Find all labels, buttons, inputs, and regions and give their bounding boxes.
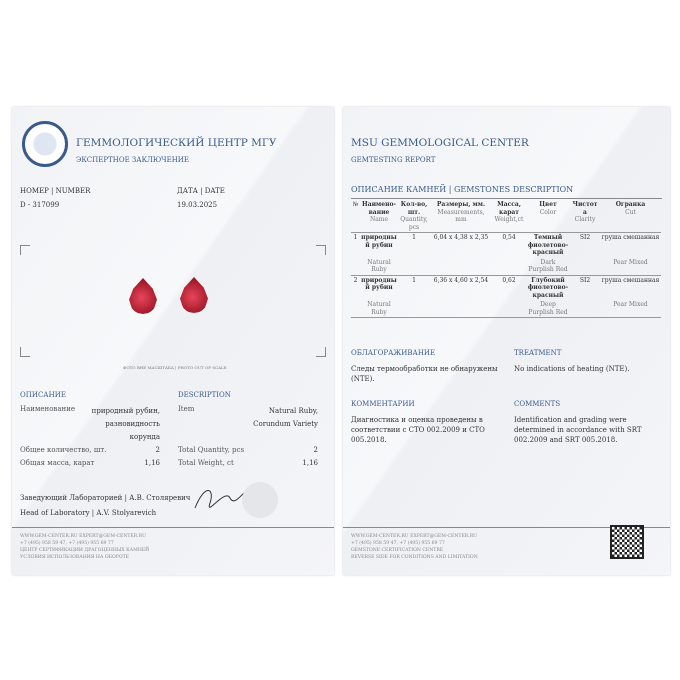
hologram-seal — [242, 482, 278, 518]
right-rows-1-no: 2 — [353, 276, 358, 284]
right-headers-1-1: Name — [369, 216, 389, 223]
qty-label-en: Total Quantity, pcs — [178, 446, 245, 454]
right-rows-1-clarity: SI2 — [579, 276, 591, 284]
signature — [190, 483, 250, 513]
left-desc-en-item-value-0: Natural Ruby, — [268, 407, 318, 415]
decor — [316, 245, 326, 255]
right-headers-2-1: Quantity, pcs — [400, 216, 428, 231]
col-measurements — [430, 200, 492, 233]
right-rows-1-color-en: Deep Purplish Red — [526, 300, 570, 318]
col-name — [360, 200, 398, 233]
signer-en: Head of Laboratory | A.V. Stolyarevich — [20, 509, 157, 517]
right-headers-1-0: Наимено-вание — [362, 201, 396, 216]
right-headers-3-0: Размеры, мм. — [436, 201, 486, 208]
decor — [492, 300, 526, 318]
left-footer-1: +7 (495) 958 59 47, +7 (495) 955 69 77 — [20, 541, 114, 546]
treatment-en-title: TREATMENT — [514, 349, 562, 357]
right-headers-3-1: Measurements, mm — [437, 208, 485, 223]
gemstones-table — [351, 200, 661, 318]
comments-ru-text: Диагностика и оценка проведены в соответствии с СТО 002.2009 и СТО 005.2018. — [351, 416, 485, 444]
comments-en-title: COMMENTS — [514, 400, 561, 408]
col-weight — [492, 200, 526, 233]
table-row-en — [351, 300, 661, 318]
decor — [351, 258, 360, 276]
right-rows-1-name-en: Natural Ruby — [360, 300, 398, 318]
report-type-en: GEMTESTING REPORT — [351, 156, 436, 164]
item-value-en — [253, 405, 318, 431]
item-label-ru: Наименование — [20, 405, 75, 413]
item-value-ru — [92, 405, 160, 444]
weight-label-ru: Общая масса, карат — [20, 459, 95, 467]
decor — [398, 258, 430, 276]
right-headers-7-1: Cut — [625, 208, 636, 216]
right-rows-0-cut-ru: груша смешанная — [601, 234, 660, 241]
left-footer-0: WWW.GEM-CENTER.RU EXPERT@GEM-CENTER.RU — [20, 534, 147, 539]
left-desc-en-item-value-1: Corundum Variety — [253, 420, 318, 428]
right-rows-0-qty: 1 — [412, 234, 416, 241]
right-rows-1-color-ru: Глубокий фиолетово-красный — [527, 276, 569, 299]
org-title-en: MSU GEMMOLOGICAL CENTER — [351, 137, 529, 149]
right-rows-1-weight: 0,62 — [502, 276, 516, 284]
right-rows-0-color-en: Dark Purplish Red — [526, 258, 570, 276]
right-rows-1-name-ru: природный рубин — [361, 276, 397, 291]
certificate-right-page — [343, 107, 670, 575]
qty-value-ru: 2 — [155, 446, 160, 454]
treatment-ru-title: ОБЛАГОРАЖИВАНИЕ — [351, 349, 436, 357]
org-title-ru: ГЕММОЛОГИЧЕСКИЙ ЦЕНТР МГУ — [76, 137, 277, 149]
right-rows-1-cut-ru: груша смешанная — [601, 276, 660, 284]
decor — [316, 347, 326, 357]
right-rows-1-qty: 1 — [412, 276, 416, 284]
table-row — [351, 275, 661, 300]
decor — [20, 245, 30, 255]
msu-logo — [22, 121, 68, 167]
weight-value-ru: 1,16 — [144, 459, 160, 467]
date-label: ДАТА | DATE — [177, 187, 225, 195]
decor — [12, 527, 334, 528]
decor — [570, 258, 600, 276]
right-headers-0-0: № — [352, 201, 359, 208]
left-footer-2: ЦЕНТР СЕРТИФИКАЦИИ ДРАГОЦЕННЫХ КАМНЕЙ — [20, 548, 150, 553]
treatment-ru-text: Следы термообработки не обнаружены (NTE). — [351, 365, 498, 383]
right-rows-1-meas: 6,36 x 4,60 x 2,54 — [433, 276, 489, 284]
ruby-photo-2 — [180, 277, 208, 313]
certificate-left-page — [12, 107, 334, 575]
right-headers-7-0: Огранка — [615, 201, 646, 208]
decor — [351, 200, 661, 318]
left-desc-ru-item-value-2: корунда — [129, 433, 160, 441]
table-row-en — [351, 258, 661, 276]
right-footer-2: GEMSTONE CERTIFICATION CENTRE — [351, 548, 444, 553]
table-row — [351, 233, 661, 258]
signer-ru: Заведующий Лабораторией | А.В. Столяревич — [20, 494, 191, 502]
comments-ru-title: КОММЕНТАРИИ — [351, 400, 415, 408]
decor — [20, 347, 30, 357]
decor — [526, 275, 570, 300]
right-rows-0-name-ru: природный рубин — [361, 234, 397, 249]
comments-en-text: Identification and grading were determined in accordance with SRT 002.2009 and SRT 005.2018. — [514, 416, 642, 444]
right-headers-5-1: Color — [539, 208, 557, 216]
right-rows-0-color-ru: Темный фиолетово-красный — [527, 234, 569, 256]
weight-value-en: 1,16 — [302, 459, 318, 467]
report-type-ru: ЭКСПЕРТНОЕ ЗАКЛЮЧЕНИЕ — [76, 156, 190, 164]
decor — [360, 275, 398, 300]
left-desc-ru-item-value-0: природный рубин, — [91, 407, 160, 415]
description-en-title: DESCRIPTION — [178, 391, 231, 399]
weight-label-en: Total Weight, ct — [178, 459, 234, 467]
right-rows-1-cut-en: Pear Mixed — [600, 300, 661, 318]
qty-value-en: 2 — [313, 446, 318, 454]
col-color — [526, 200, 570, 233]
right-rows-0-no: 1 — [353, 234, 358, 241]
item-label-en: Item — [178, 405, 195, 413]
right-footer-1: +7 (495) 958 59 47, +7 (495) 955 69 77 — [351, 541, 445, 546]
right-footer-3: REVERSE SIDE FOR CONDITIONS AND LIMITATION — [351, 555, 478, 560]
decor — [526, 233, 570, 258]
decor — [351, 198, 662, 199]
right-rows-0-clarity: SI2 — [579, 234, 591, 241]
right-rows-0-meas: 6,04 x 4,38 x 2,35 — [433, 234, 489, 241]
decor — [398, 300, 430, 318]
decor — [195, 491, 248, 509]
right-rows-0-name-en: Natural Ruby — [360, 258, 398, 276]
right-headers-4-0: Масса, карат — [497, 201, 521, 216]
col-clarity — [570, 200, 600, 233]
table-header-row — [351, 200, 661, 233]
ruby-photo-1 — [129, 278, 157, 314]
date-value: 19.03.2025 — [177, 201, 218, 209]
col-no — [351, 200, 360, 233]
footer-contacts-en — [351, 533, 478, 561]
footer-contacts-ru — [20, 533, 149, 561]
right-headers-4-1: Weight,ct — [494, 216, 524, 223]
right-rows-0-cut-en: Pear Mixed — [600, 258, 661, 276]
decor — [492, 258, 526, 276]
decor — [570, 300, 600, 318]
treatment-en-text: No indications of heating (NTE). — [514, 365, 630, 373]
col-cut — [600, 200, 661, 233]
col-qty — [398, 200, 430, 233]
decor — [430, 258, 492, 276]
photo-caption: ФОТО ВНЕ МАСШТАБА | PHOTO OUT OF SCALE — [123, 365, 227, 370]
decor — [430, 300, 492, 318]
right-rows-0-weight: 0,54 — [502, 234, 516, 241]
right-headers-6-1: Clarity — [574, 216, 596, 223]
gemstones-table-title: ОПИСАНИЕ КАМНЕЙ | GEMSTONES DESCRIPTION — [351, 185, 574, 194]
number-value: D - 317099 — [20, 201, 60, 209]
number-label: НОМЕР | NUMBER — [20, 187, 91, 195]
decor — [360, 233, 398, 258]
right-footer-0: WWW.GEM-CENTER.RU EXPERT@GEM-CENTER.RU — [351, 534, 478, 539]
left-desc-ru-item-value-1: разновидность — [105, 420, 160, 428]
right-headers-5-0: Цвет — [539, 201, 557, 208]
left-footer-3: УСЛОВИЯ ИСПОЛЬЗОВАНИЯ НА ОБОРОТЕ — [20, 555, 130, 560]
qty-label-ru: Общее количество, шт. — [20, 446, 107, 454]
qr-code[interactable] — [610, 525, 644, 559]
right-headers-2-0: Кол-во, шт. — [400, 201, 428, 216]
decor — [351, 300, 360, 318]
right-headers-6-0: Чистота — [572, 201, 598, 216]
description-ru-title: ОПИСАНИЕ — [20, 391, 66, 399]
